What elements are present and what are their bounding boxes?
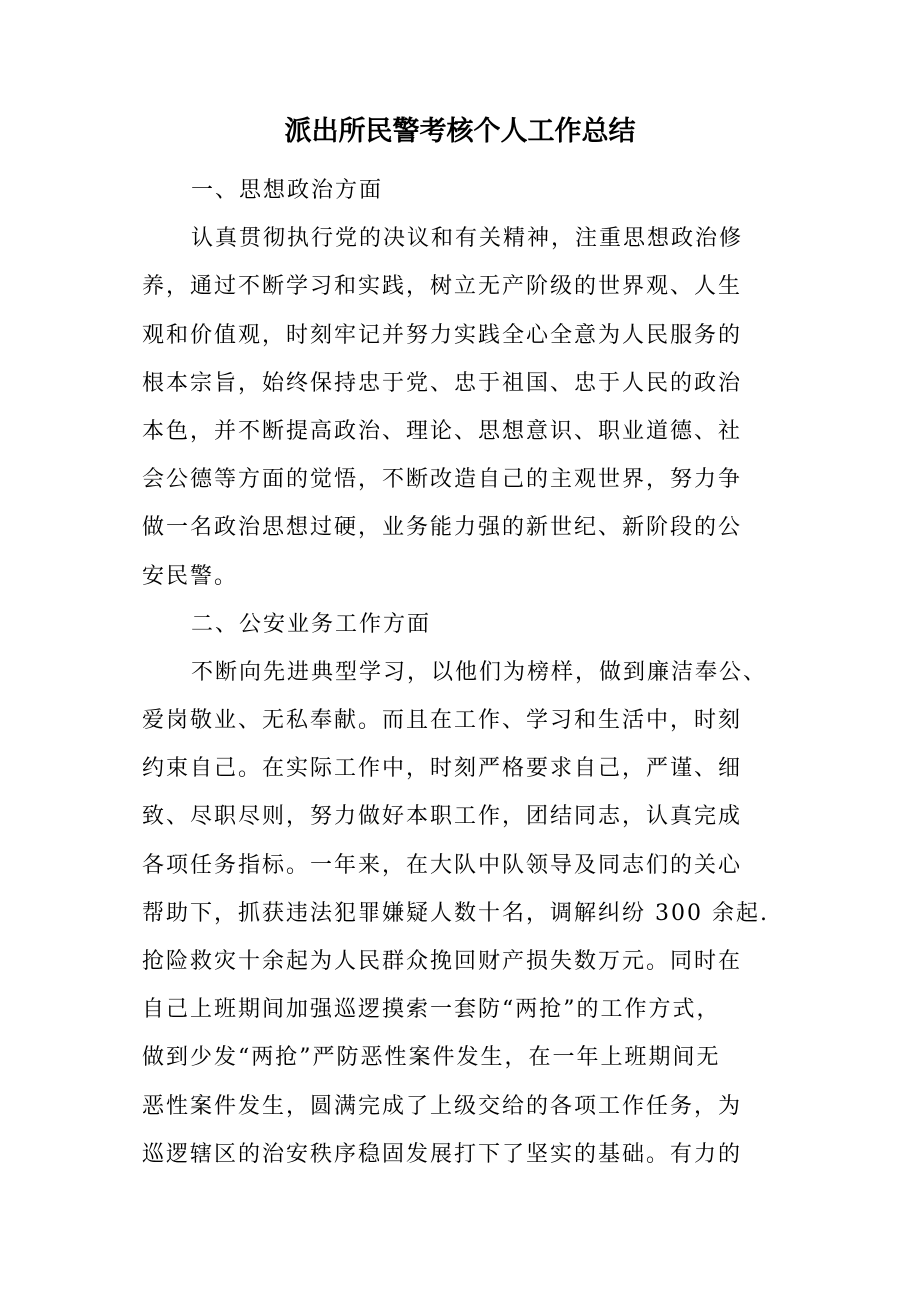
paragraph-line: 约束自己。在实际工作中，时刻严格要求自己，严谨、细 bbox=[142, 756, 743, 782]
paragraph-line: 巡逻辖区的治安秩序稳固发展打下了坚实的基础。有力的 bbox=[142, 1141, 743, 1167]
document-body bbox=[142, 167, 782, 1179]
section-heading-2: 二、公安业务工作方面 bbox=[191, 611, 432, 637]
paragraph-line: 安民警。 bbox=[142, 563, 239, 589]
paragraph-line: 自己上班期间加强巡逻摸索一套防“两抢”的工作方式， bbox=[142, 997, 721, 1023]
paragraph-line: 不断向先进典型学习，以他们为榜样，做到廉洁奉公、 bbox=[191, 659, 768, 685]
paragraph-line: 各项任务指标。一年来，在大队中队领导及同志们的关心 bbox=[142, 852, 743, 878]
paragraph-line: 抢险救灾十余起为人民群众挽回财产损失数万元。同时在 bbox=[142, 949, 743, 974]
paragraph-line: 做到少发“两抢”严防恶性案件发生，在一年上班期间无 bbox=[142, 1045, 721, 1071]
paragraph-line: 致、尽职尽则，努力做好本职工作，团结同志，认真完成 bbox=[142, 804, 743, 830]
section-heading-1: 一、思想政治方面 bbox=[191, 178, 384, 203]
paragraph-line: 观和价值观，时刻牢记并努力实践全心全意为人民服务的 bbox=[142, 322, 743, 348]
paragraph-line: 认真贯彻执行党的决议和有关精神，注重思想政治修 bbox=[191, 226, 744, 252]
paragraph-line: 做一名政治思想过硬，业务能力强的新世纪、新阶段的公 bbox=[142, 515, 743, 541]
paragraph-line: 恶性案件发生，圆满完成了上级交给的各项工作任务，为 bbox=[142, 1093, 743, 1119]
document-title: 派出所民警考核个人工作总结 bbox=[284, 116, 636, 147]
paragraph-line: 养，通过不断学习和实践，树立无产阶级的世界观、人生 bbox=[142, 274, 743, 300]
paragraph-line: 帮助下，抓获违法犯罪嫌疑人数十名，调解纠纷 300 余起. bbox=[142, 900, 769, 926]
paragraph-line: 爱岗敬业、无私奉献。而且在工作、学习和生活中，时刻 bbox=[142, 708, 743, 734]
paragraph-line: 根本宗旨，始终保持忠于党、忠于祖国、忠于人民的政治 bbox=[142, 370, 743, 396]
paragraph-line: 本色，并不断提高政治、理论、思想意识、职业道德、社 bbox=[142, 418, 743, 444]
paragraph-line: 会公德等方面的觉悟，不断改造自己的主观世界，努力争 bbox=[142, 467, 743, 493]
